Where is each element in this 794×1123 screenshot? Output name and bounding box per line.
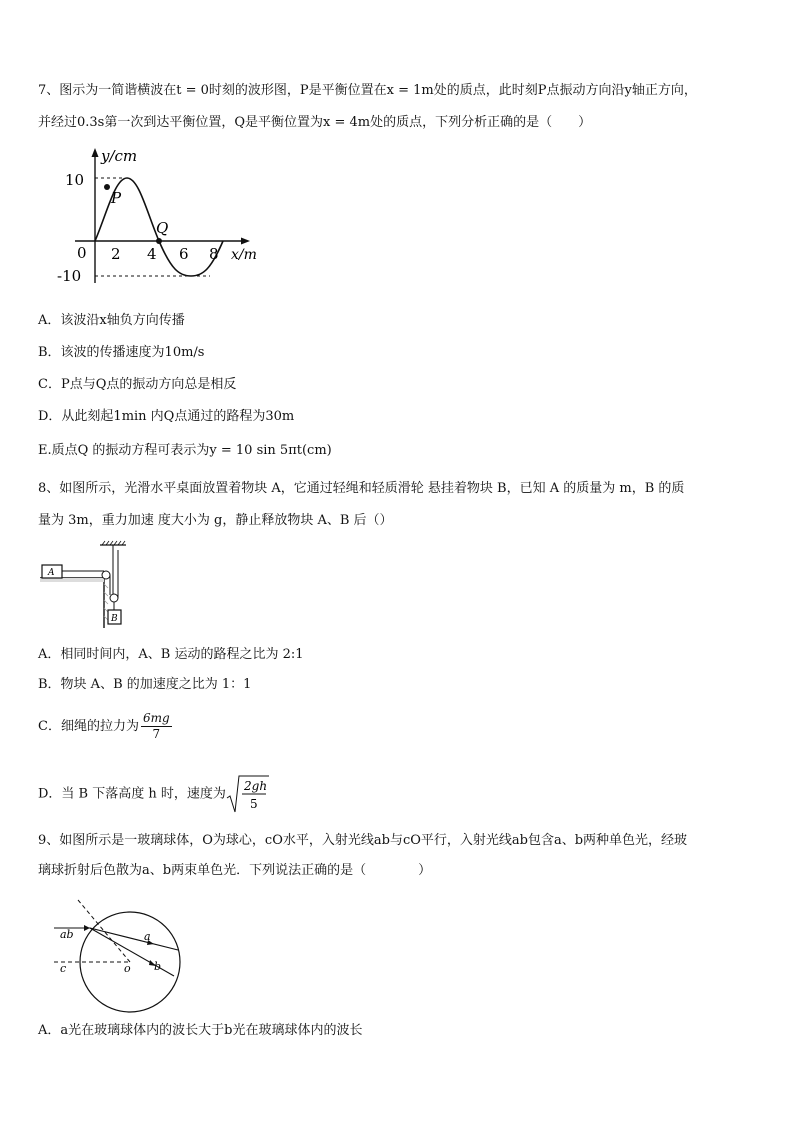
q8-option-b: B．物块 A、B 的加速度之比为 1：1 — [38, 677, 252, 692]
incident-label: ab — [60, 928, 74, 941]
square-root — [226, 774, 270, 814]
sqrt-sign-icon — [226, 774, 270, 814]
x-axis-arrow — [241, 238, 250, 245]
q7-stem-line1: 7、图示为一简谐横波在t = 0时刻的波形图，P是平衡位置在x = 1m处的质点，此时刻P点振动方向沿y轴正方向， — [38, 83, 697, 98]
sqrt-numerator: 2gh — [243, 779, 267, 793]
q7-option-a: A．该波沿x轴负方向传播 — [38, 313, 185, 328]
ray-a-label: a — [144, 930, 151, 943]
q8-option-d-text: D．当 B 下落高度 h 时，速度为 — [38, 786, 226, 802]
point-p — [104, 184, 110, 190]
ray-b-label: b — [154, 960, 162, 973]
point-p-label: P — [111, 189, 122, 207]
x-tick-2: 2 — [111, 245, 121, 263]
glass-sphere-figure — [50, 898, 200, 1013]
q9-option-a: A．a光在玻璃球体内的波长大于b光在玻璃球体内的波长 — [38, 1023, 363, 1038]
q8-option-c-fraction — [141, 711, 172, 742]
q8-stem-line2: 量为 3m，重力加速 度大小为 g，静止释放物块 A、B 后（） — [38, 513, 393, 528]
q8-option-c — [38, 711, 172, 742]
q7-option-d: D．从此刻起1min 内Q点通过的路程为30m — [38, 409, 295, 424]
y-axis-arrow — [92, 148, 99, 157]
point-q-label: Q — [156, 219, 169, 237]
q7-option-b: B．该波的传播速度为10m/s — [38, 345, 205, 360]
block-a-label: A — [48, 568, 55, 578]
origin-label: 0 — [77, 244, 87, 262]
x-tick-8: 8 — [209, 245, 219, 263]
y-max-label: 10 — [65, 171, 85, 189]
sqrt-denominator: 5 — [249, 797, 258, 811]
q8-stem-line1: 8、如图所示，光滑水平桌面放置着物块 A，它通过轻绳和轻质滑轮 悬挂着物块 B，已知 A 的质量为 m，B 的质 — [38, 481, 685, 496]
y-axis-label: y/cm — [101, 147, 138, 165]
q8-option-c-text: C．细绳的拉力为 — [38, 719, 139, 734]
movable-pulley — [110, 594, 118, 602]
x-tick-4: 4 — [147, 245, 157, 263]
wave-graph — [55, 145, 270, 290]
c-label: c — [60, 962, 67, 975]
q8-option-a: A．相同时间内，A、B 运动的路程之比为 2:1 — [38, 647, 304, 662]
x-tick-6: 6 — [179, 245, 189, 263]
ray-a — [90, 928, 178, 950]
o-label: o — [124, 962, 131, 975]
pulley-figure — [38, 540, 138, 632]
ray-b — [90, 928, 174, 976]
q8-option-d — [38, 774, 270, 814]
q7-stem-line2: 并经过0.3s第一次到达平衡位置，Q是平衡位置为x = 4m处的质点，下列分析正确的是（ ） — [38, 115, 592, 130]
fraction-denominator: 7 — [152, 727, 161, 741]
fixed-pulley — [102, 571, 110, 579]
q7-option-c: C．P点与Q点的振动方向总是相反 — [38, 377, 237, 392]
q7-option-e: E.质点Q 的振动方程可表示为y = 10 sin 5πt(cm) — [38, 443, 332, 458]
point-q — [156, 238, 162, 244]
y-min-label: -10 — [57, 267, 82, 285]
q9-stem-line2: 璃球折射后色散为a、b两束单色光．下列说法正确的是（ ） — [38, 863, 432, 878]
block-b-label: B — [111, 614, 118, 624]
x-axis-label: x/m — [231, 247, 257, 263]
fraction-numerator: 6mg — [142, 711, 170, 725]
q9-stem-line1: 9、如图所示是一玻璃球体，O为球心，cO水平，入射光线ab与cO平行，入射光线ab包含a、b两种单色光，经玻 — [38, 833, 688, 848]
